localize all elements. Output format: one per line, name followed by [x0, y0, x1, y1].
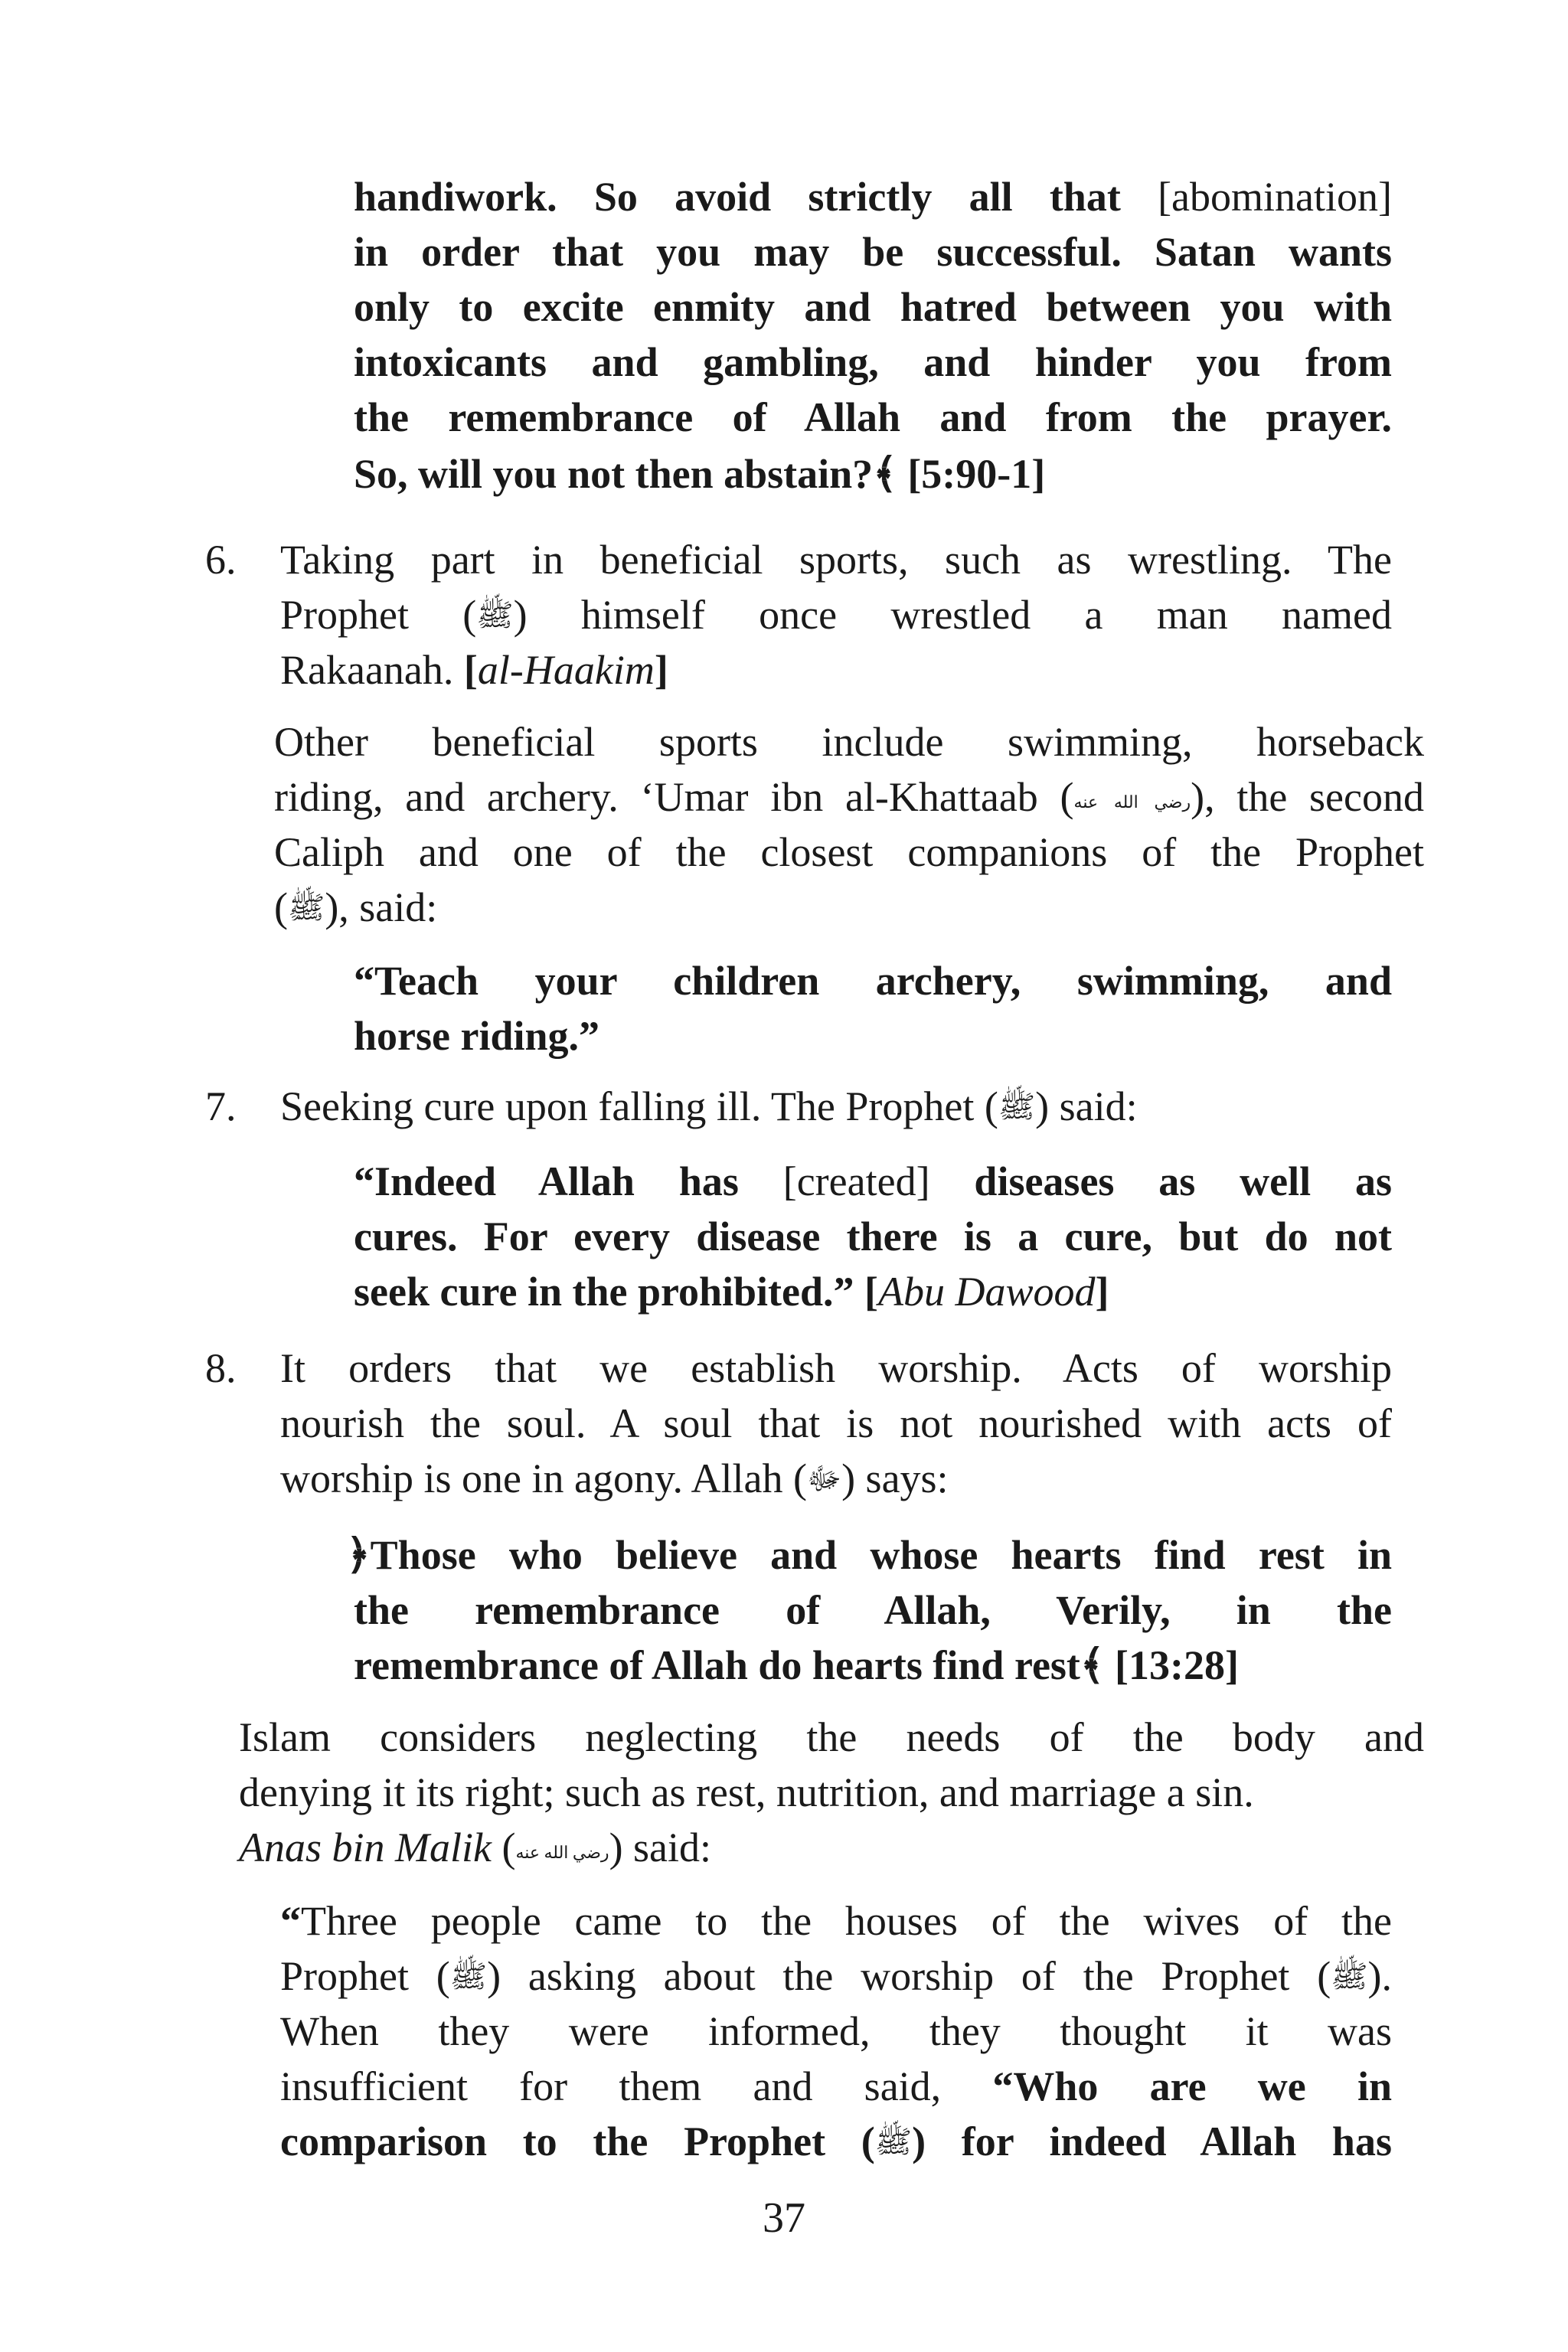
hadith-quote-line: comparison to the Prophet (ﷺ) for indeed Allah has: [280, 2118, 1392, 2164]
quran-verse-line: the remembrance of Allah and from the prayer.: [354, 394, 1392, 440]
salutation-glyph: رضي الله عنه: [515, 1843, 609, 1862]
list-item-8-line: worship is one in agony. Allah (ﷻ) says:: [280, 1455, 949, 1501]
salutation-glyph: ﷺ: [1331, 1959, 1368, 1994]
paragraph-line: Caliph and one of the closest companions of the Prophet: [274, 829, 1424, 875]
hadith-quote-line: “Three people came to the houses of the wives of the: [280, 1898, 1392, 1944]
quran-close-bracket: ﴾: [1080, 1642, 1105, 1688]
citation-source: Abu Dawood: [878, 1269, 1096, 1315]
quran-verse-line: intoxicants and gambling, and hinder you from: [354, 339, 1392, 385]
paragraph-line: Anas bin Malik (رضي الله عنه) said:: [239, 1824, 712, 1870]
quran-verse-line: the remembrance of Allah, Verily, in the: [354, 1587, 1392, 1633]
paragraph-line: Other beneficial sports include swimming, horseback: [274, 719, 1424, 765]
paragraph-line: (ﷺ), said:: [274, 884, 438, 930]
hadith-quote-line: When they were informed, they thought it was: [280, 2008, 1392, 2054]
hadith-quote-line: insufficient for them and said, “Who are we in: [280, 2063, 1393, 2109]
list-item-8-line: It orders that we establish worship. Acts of worship: [280, 1345, 1392, 1391]
paragraph-line: Islam considers neglecting the needs of the body and: [239, 1714, 1424, 1760]
list-number-7: 7.: [205, 1083, 237, 1129]
quran-verse-line: only to excite enmity and hatred between you with: [354, 284, 1392, 330]
quran-verse-line: So, will you not then abstain?﴾ [5:90-1]: [354, 451, 1046, 497]
salutation-glyph: ﷺ: [874, 2125, 913, 2159]
salutation-glyph: رضي الله عنه: [1073, 792, 1191, 812]
list-item-6-line: Taking part in beneficial sports, such as wrestling. The: [280, 537, 1392, 583]
quran-verse-line: in order that you may be successful. Satan wants: [354, 229, 1392, 275]
salutation-glyph: ﷺ: [998, 1089, 1036, 1124]
salutation-glyph: ﷻ: [806, 1462, 842, 1496]
salutation-glyph: ﷺ: [449, 1959, 488, 1994]
quran-close-bracket: ﴾: [873, 451, 897, 497]
quran-verse-line: handiwork. So avoid strictly all that [abomination]: [354, 174, 1392, 220]
verse-reference: [13:28]: [1104, 1642, 1239, 1688]
list-item-6-line: Rakaanah. [al-Haakim]: [280, 647, 668, 693]
citation-source: al-Haakim: [477, 647, 655, 693]
salutation-glyph: ﷺ: [287, 890, 325, 925]
quran-verse-line: ﴿Those who believe and whose hearts find rest in: [346, 1532, 1392, 1578]
hadith-quote-line: “Indeed Allah has [created] diseases as well as: [354, 1158, 1393, 1204]
list-item-8-line: nourish the soul. A soul that is not nourished with acts of: [280, 1400, 1392, 1446]
list-item-6-line: Prophet (ﷺ) himself once wrestled a man named: [280, 592, 1392, 638]
quote-line: horse riding.”: [354, 1013, 600, 1059]
list-item-7-line: Seeking cure upon falling ill. The Prophet (ﷺ) said:: [280, 1083, 1138, 1129]
page-number: 37: [763, 2194, 805, 2242]
quote-line: “Teach your children archery, swimming, and: [354, 958, 1392, 1004]
quran-open-bracket: ﴿: [346, 1532, 371, 1578]
list-number-8: 8.: [205, 1345, 237, 1391]
hadith-quote-line: Prophet (ﷺ) asking about the worship of the Prophet (ﷺ).: [280, 1953, 1393, 1999]
narrator-name: Anas bin Malik: [239, 1824, 492, 1870]
salutation-glyph: ﷺ: [476, 598, 514, 632]
hadith-quote-line: seek cure in the prohibited.” [Abu Dawood]: [354, 1269, 1109, 1315]
paragraph-line: riding, and archery. ‘Umar ibn al-Khattaab (رضي الله عنه), the second: [274, 774, 1424, 820]
hadith-quote-line: cures. For every disease there is a cure, but do not: [354, 1214, 1392, 1259]
list-number-6: 6.: [205, 537, 237, 583]
quran-verse-line: remembrance of Allah do hearts find rest﴾ [13:28]: [354, 1642, 1239, 1688]
paragraph-line: denying it its right; such as rest, nutrition, and marriage a sin.: [239, 1769, 1254, 1815]
verse-reference: [5:90-1]: [897, 451, 1046, 497]
